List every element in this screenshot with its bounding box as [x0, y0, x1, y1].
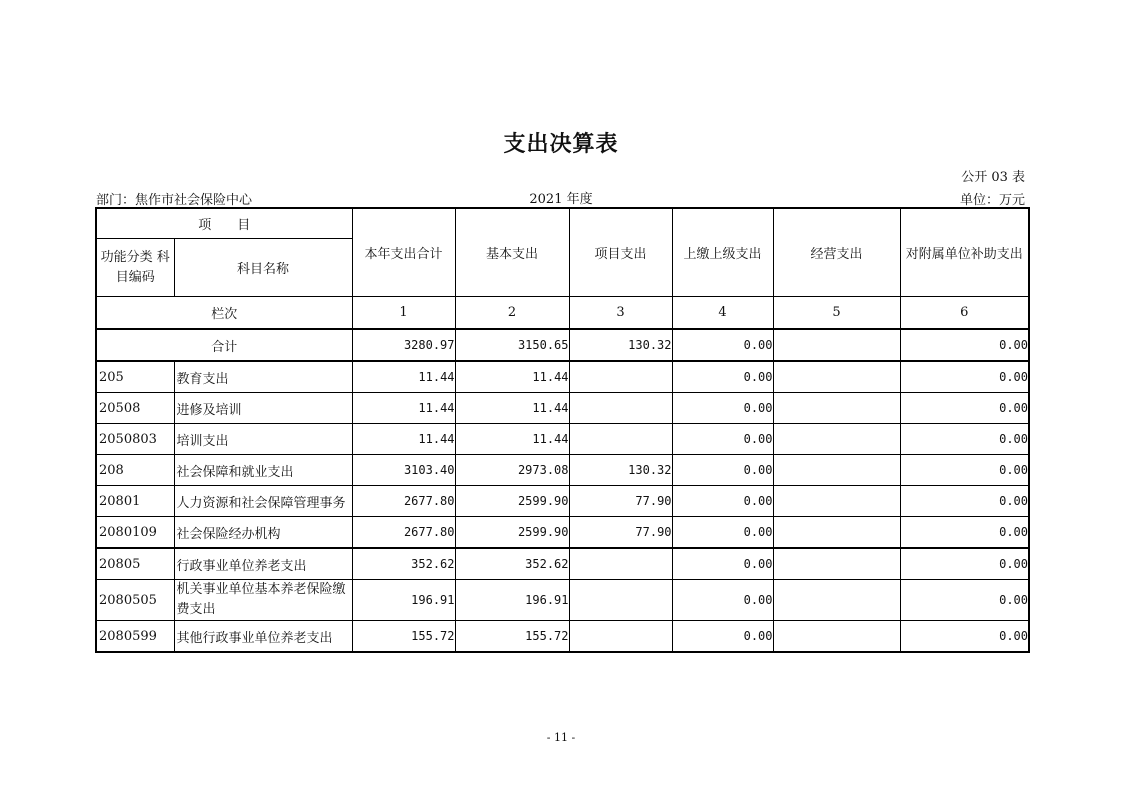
amount-cell: 0.00	[900, 486, 1029, 517]
total-value: 3280.97	[352, 329, 455, 361]
amount-cell: 11.44	[352, 361, 455, 393]
amount-cell	[569, 393, 672, 424]
total-value: 130.32	[569, 329, 672, 361]
index-num: 6	[900, 297, 1029, 330]
header-col-operating: 经营支出	[773, 208, 900, 297]
unit-label: 单位：万元	[959, 193, 1025, 208]
amount-cell: 0.00	[672, 455, 773, 486]
total-value: 3150.65	[455, 329, 569, 361]
subject-name: 行政事业单位养老支出	[174, 548, 352, 580]
amount-cell: 352.62	[352, 548, 455, 580]
amount-cell: 155.72	[352, 621, 455, 653]
amount-cell: 0.00	[900, 621, 1029, 653]
subject-name: 进修及培训	[174, 393, 352, 424]
amount-cell: 11.44	[455, 424, 569, 455]
amount-cell	[569, 548, 672, 580]
amount-cell: 77.90	[569, 486, 672, 517]
header-col-project: 项目支出	[569, 208, 672, 297]
total-label: 合计	[96, 329, 352, 361]
department-label: 部门：焦作市社会保险中心	[96, 193, 253, 208]
amount-cell: 77.90	[569, 517, 672, 549]
subject-code: 2050803	[96, 424, 174, 455]
table-row	[96, 580, 1029, 621]
amount-cell	[773, 361, 900, 393]
header-col-remit: 上缴上级支出	[672, 208, 773, 297]
header-subject-name: 科目名称	[174, 239, 352, 297]
subject-name: 社会保障和就业支出	[174, 455, 352, 486]
amount-cell: 0.00	[900, 455, 1029, 486]
table-row	[96, 548, 1029, 580]
index-label: 栏次	[96, 297, 352, 330]
amount-cell: 352.62	[455, 548, 569, 580]
amount-cell	[569, 580, 672, 621]
fiscal-year: 2021 年度	[529, 192, 593, 207]
amount-cell	[773, 517, 900, 549]
subject-code: 208	[96, 455, 174, 486]
index-num: 2	[455, 297, 569, 330]
amount-cell	[773, 455, 900, 486]
amount-cell: 0.00	[900, 424, 1029, 455]
amount-cell	[773, 580, 900, 621]
amount-cell	[773, 424, 900, 455]
amount-cell	[773, 486, 900, 517]
amount-cell: 0.00	[672, 548, 773, 580]
amount-cell: 2599.90	[455, 486, 569, 517]
amount-cell: 2599.90	[455, 517, 569, 549]
page-title: 支出决算表	[503, 132, 619, 157]
subject-code: 205	[96, 361, 174, 393]
subject-name: 人力资源和社会保障管理事务	[174, 486, 352, 517]
amount-cell	[773, 548, 900, 580]
amount-cell: 155.72	[455, 621, 569, 653]
index-num: 5	[773, 297, 900, 330]
amount-cell: 0.00	[900, 517, 1029, 549]
index-num: 4	[672, 297, 773, 330]
subject-name: 其他行政事业单位养老支出	[174, 621, 352, 653]
header-col-basic: 基本支出	[455, 208, 569, 297]
amount-cell	[773, 393, 900, 424]
table-row	[96, 393, 1029, 424]
subject-code: 2080109	[96, 517, 174, 549]
amount-cell: 0.00	[900, 580, 1029, 621]
total-row	[96, 329, 1029, 361]
subject-name: 社会保险经办机构	[174, 517, 352, 549]
total-value: 0.00	[672, 329, 773, 361]
index-num: 3	[569, 297, 672, 330]
table-row	[96, 621, 1029, 653]
amount-cell: 2973.08	[455, 455, 569, 486]
page-number: - 11 -	[546, 731, 576, 744]
amount-cell: 0.00	[672, 486, 773, 517]
total-value	[773, 329, 900, 361]
subject-name: 教育支出	[174, 361, 352, 393]
amount-cell: 2677.80	[352, 486, 455, 517]
amount-cell: 0.00	[900, 361, 1029, 393]
amount-cell: 0.00	[672, 393, 773, 424]
amount-cell: 0.00	[672, 424, 773, 455]
subject-code: 2080599	[96, 621, 174, 653]
amount-cell: 11.44	[352, 393, 455, 424]
amount-cell: 0.00	[900, 393, 1029, 424]
table-row	[96, 424, 1029, 455]
form-code: 公开 03 表	[961, 170, 1025, 185]
amount-cell: 3103.40	[352, 455, 455, 486]
amount-cell: 2677.80	[352, 517, 455, 549]
expenditure-table	[95, 207, 1030, 653]
header-func-code: 功能分类 科目编码	[96, 239, 174, 297]
amount-cell	[773, 621, 900, 653]
amount-cell: 0.00	[672, 361, 773, 393]
table-row	[96, 455, 1029, 486]
amount-cell	[569, 424, 672, 455]
amount-cell: 196.91	[455, 580, 569, 621]
index-num: 1	[352, 297, 455, 330]
amount-cell: 11.44	[352, 424, 455, 455]
amount-cell: 196.91	[352, 580, 455, 621]
subject-name: 机关事业单位基本养老保险缴费支出	[174, 580, 352, 621]
amount-cell: 11.44	[455, 393, 569, 424]
header-col-total: 本年支出合计	[352, 208, 455, 297]
table-row	[96, 486, 1029, 517]
table-row	[96, 517, 1029, 549]
header-col-subsidy: 对附属单位补助支出	[900, 208, 1029, 297]
table-row	[96, 361, 1029, 393]
subject-code: 20805	[96, 548, 174, 580]
amount-cell: 0.00	[672, 621, 773, 653]
amount-cell	[569, 361, 672, 393]
amount-cell	[569, 621, 672, 653]
header-item: 项 目	[96, 208, 352, 239]
amount-cell: 0.00	[672, 517, 773, 549]
subject-code: 20508	[96, 393, 174, 424]
amount-cell: 130.32	[569, 455, 672, 486]
amount-cell: 0.00	[900, 548, 1029, 580]
subject-code: 2080505	[96, 580, 174, 621]
subject-code: 20801	[96, 486, 174, 517]
amount-cell: 11.44	[455, 361, 569, 393]
total-value: 0.00	[900, 329, 1029, 361]
amount-cell: 0.00	[672, 580, 773, 621]
subject-name: 培训支出	[174, 424, 352, 455]
